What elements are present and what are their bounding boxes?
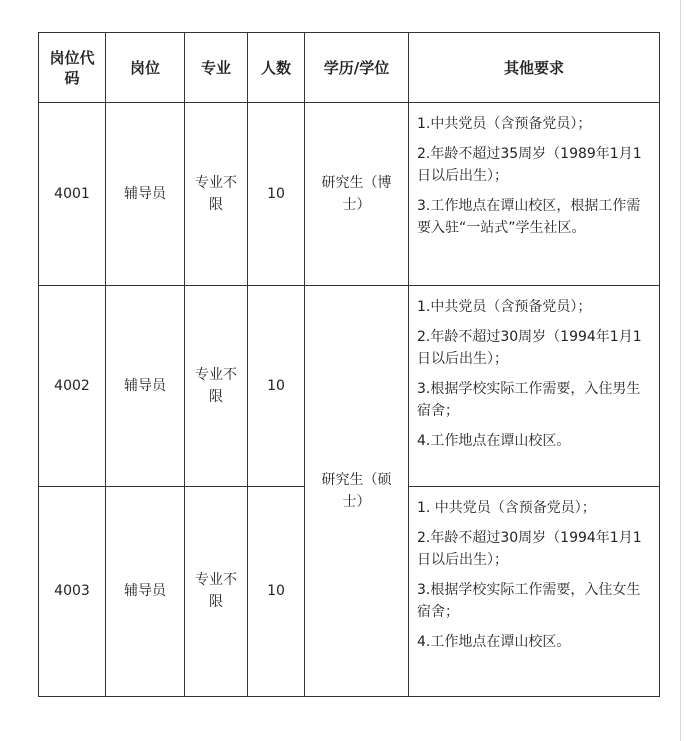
requirement-item: 3.根据学校实际工作需要，入住男生宿舍； bbox=[417, 381, 641, 420]
cell-position: 辅导员 bbox=[106, 286, 185, 486]
header-code: 岗位代码 bbox=[39, 33, 106, 103]
cell-code: 4001 bbox=[39, 103, 106, 286]
cell-count: 10 bbox=[248, 486, 305, 696]
requirement-item: 2.年龄不超过30周岁（1994年1月1日以后出生）； bbox=[417, 329, 642, 368]
requirement-item: 4.工作地点在谭山校区。 bbox=[417, 433, 571, 450]
requirement-item: 4.工作地点在谭山校区。 bbox=[417, 633, 571, 650]
cell-count: 10 bbox=[248, 286, 305, 486]
requirement-item: 1.中共党员（含预备党员）； bbox=[417, 299, 592, 316]
cell-count: 10 bbox=[248, 103, 305, 286]
recruitment-table bbox=[38, 32, 660, 697]
cell-requirements bbox=[409, 103, 660, 286]
header-requirements: 其他要求 bbox=[409, 33, 660, 103]
table-row bbox=[39, 103, 660, 286]
cell-code: 4002 bbox=[39, 286, 106, 486]
cell-position: 辅导员 bbox=[106, 103, 185, 286]
cell-position: 辅导员 bbox=[106, 486, 185, 696]
header-count: 人数 bbox=[248, 33, 305, 103]
cell-major: 专业不限 bbox=[185, 103, 248, 286]
header-education: 学历/学位 bbox=[305, 33, 409, 103]
cell-major: 专业不限 bbox=[185, 286, 248, 486]
requirement-item: 2.年龄不超过30周岁（1994年1月1日以后出生）； bbox=[417, 529, 642, 568]
cell-requirements bbox=[409, 286, 660, 486]
cell-major: 专业不限 bbox=[185, 486, 248, 696]
header-position: 岗位 bbox=[106, 33, 185, 103]
cell-education: 研究生（硕士） bbox=[305, 286, 409, 697]
cell-requirements bbox=[409, 486, 660, 696]
cell-code: 4003 bbox=[39, 486, 106, 696]
requirement-item: 3.根据学校实际工作需要，入住女生宿舍； bbox=[417, 581, 641, 620]
page-edge-line bbox=[680, 0, 681, 741]
requirement-item: 2.年龄不超过35周岁（1989年1月1日以后出生）； bbox=[417, 146, 642, 185]
header-row bbox=[39, 33, 660, 103]
requirement-item: 1.中共党员（含预备党员）； bbox=[417, 116, 592, 133]
requirement-item: 1. 中共党员（含预备党员）； bbox=[417, 499, 596, 516]
cell-education: 研究生（博士） bbox=[305, 103, 409, 286]
table-row bbox=[39, 286, 660, 486]
requirement-item: 3.工作地点在谭山校区，根据工作需要入驻“一站式”学生社区。 bbox=[417, 198, 641, 237]
header-major: 专业 bbox=[185, 33, 248, 103]
